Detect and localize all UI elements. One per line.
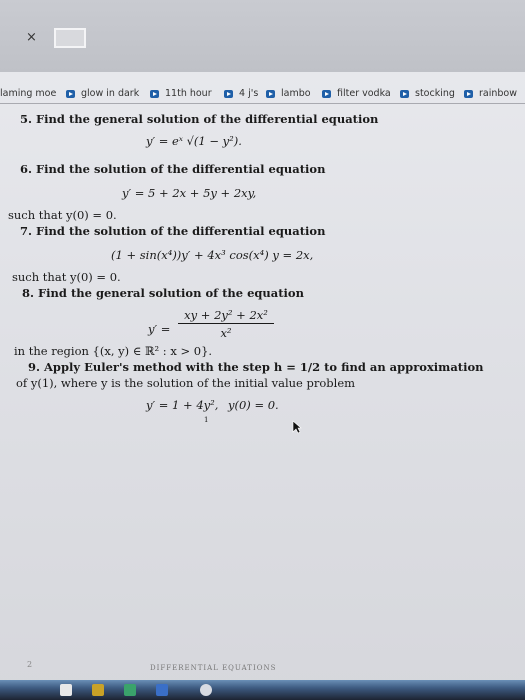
bookmark-glow-in-dark[interactable]: [66, 88, 139, 99]
problem-9-line2: of y(1), where y is the solution of the initial value problem: [16, 376, 356, 390]
bookmark-11th-hour[interactable]: [150, 88, 212, 99]
tab-close-icon[interactable]: ×: [26, 30, 37, 45]
play-button-icon: [224, 90, 233, 98]
bookmark-lambo[interactable]: [266, 88, 311, 99]
problem-8-lhs: y′ =: [148, 322, 171, 336]
page-number: 2: [27, 660, 33, 669]
app-icon[interactable]: [200, 684, 212, 696]
bookmark-label: glow in dark: [81, 88, 140, 99]
bookmark-filter-vodka[interactable]: [322, 88, 391, 99]
problem-9-initial-condition: y(0) = 0.: [228, 398, 279, 412]
bookmark-label: laming moe: [0, 88, 57, 99]
problem-8-title: 8. Find the general solution of the equation: [22, 286, 304, 300]
problem-5-title: 5. Find the general solution of the differential equation: [20, 112, 379, 126]
problem-7-condition: such that y(0) = 0.: [12, 270, 121, 284]
problem-9-small-mark: 1: [204, 416, 209, 424]
problem-8-numerator: xy + 2y² + 2x²: [184, 308, 268, 322]
bookmark-laming-moe[interactable]: [0, 88, 56, 99]
problem-6-equation: y′ = 5 + 2x + 5y + 2xy,: [122, 186, 257, 200]
bookmark-label: filter vodka: [337, 88, 391, 99]
play-button-icon: [464, 90, 473, 98]
problem-7-title: 7. Find the solution of the differential equation: [20, 224, 326, 238]
bookmark-label: stocking: [415, 88, 455, 99]
app-icon[interactable]: [60, 684, 72, 696]
app-icon[interactable]: [124, 684, 136, 696]
problem-8-region: in the region {(x, y) ∈ ℝ² : x > 0}.: [14, 344, 213, 358]
app-icon[interactable]: [156, 684, 168, 696]
document-page: [0, 104, 525, 682]
problem-8-denominator: x²: [220, 326, 232, 340]
bookmark-rainbow[interactable]: [464, 88, 517, 99]
mouse-pointer-icon: [292, 420, 302, 434]
bookmark-label: lambo: [281, 88, 311, 99]
problem-7-equation: (1 + sin(x⁴))y′ + 4x³ cos(x⁴) y = 2x,: [111, 248, 314, 262]
problem-6-condition: such that y(0) = 0.: [8, 208, 117, 222]
app-icon[interactable]: [92, 684, 104, 696]
problem-9-title: 9. Apply Euler's method with the step h = 1/2 to find an approximation: [28, 360, 484, 374]
play-button-icon: [150, 90, 159, 98]
play-button-icon: [66, 90, 75, 98]
problem-5-equation: y′ = eˣ √(1 − y²).: [146, 134, 242, 148]
play-button-icon: [400, 90, 409, 98]
problem-6-title: 6. Find the solution of the differential equation: [20, 162, 326, 176]
bookmarks-bar: [0, 82, 525, 104]
bookmark-label: 11th hour: [165, 88, 212, 99]
bookmark-label: 4 j's: [239, 88, 259, 99]
fraction-bar: [178, 323, 274, 324]
problem-9-equation: y′ = 1 + 4y²,: [146, 398, 219, 412]
bookmark-stocking[interactable]: [400, 88, 455, 99]
os-taskbar: [0, 680, 525, 700]
browser-tab-strip: [0, 0, 525, 72]
bookmark-label: rainbow: [479, 88, 517, 99]
play-button-icon: [322, 90, 331, 98]
play-button-icon: [266, 90, 275, 98]
bookmark-4-js[interactable]: [224, 88, 258, 99]
new-tab-button[interactable]: [54, 28, 86, 48]
running-footer: DIFFERENTIAL EQUATIONS: [150, 664, 277, 672]
